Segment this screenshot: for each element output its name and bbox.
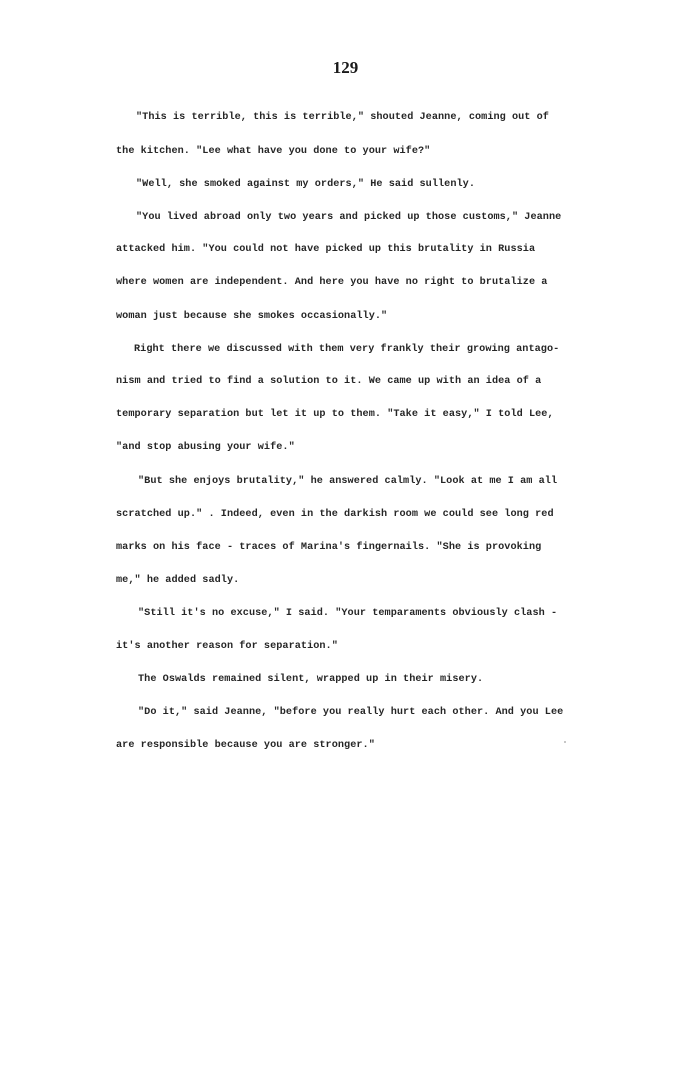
- text-line: nism and tried to find a solution to it. We came up with an idea of a: [116, 376, 542, 387]
- text-line: scratched up." . Indeed, even in the darkish room we could see long red: [116, 509, 554, 520]
- scan-speck: [564, 741, 566, 743]
- text-line: Right there we discussed with them very frankly their growing antago-: [134, 344, 560, 355]
- page-number: 129: [332, 58, 359, 77]
- text-line: where women are independent. And here you have no right to brutalize a: [116, 277, 548, 288]
- text-line: me," he added sadly.: [116, 575, 240, 586]
- text-line: The Oswalds remained silent, wrapped up in their misery.: [138, 674, 484, 685]
- text-line: the kitchen. "Lee what have you done to your wife?": [116, 146, 431, 157]
- text-line: are responsible because you are stronger.": [116, 740, 375, 751]
- text-line: "You lived abroad only two years and picked up those customs," Jeanne: [136, 212, 562, 223]
- text-line: "Well, she smoked against my orders," He said sullenly.: [136, 179, 475, 190]
- text-line: temporary separation but let it up to them. "Take it easy," I told Lee,: [116, 409, 554, 420]
- text-line: "This is terrible, this is terrible," shouted Jeanne, coming out of: [136, 112, 549, 123]
- text-line: marks on his face - traces of Marina's fingernails. "She is provoking: [116, 542, 542, 553]
- text-line: "and stop abusing your wife.": [116, 442, 295, 453]
- text-line: "Still it's no excuse," I said. "Your temparaments obviously clash -: [138, 608, 558, 619]
- text-line: it's another reason for separation.": [116, 641, 338, 652]
- text-line: "But she enjoys brutality," he answered calmly. "Look at me I am all: [138, 476, 558, 487]
- text-line: woman just because she smokes occasionally.": [116, 311, 388, 322]
- text-line: attacked him. "You could not have picked up this brutality in Russia: [116, 244, 536, 255]
- text-line: "Do it," said Jeanne, "before you really hurt each other. And you Lee: [138, 707, 564, 718]
